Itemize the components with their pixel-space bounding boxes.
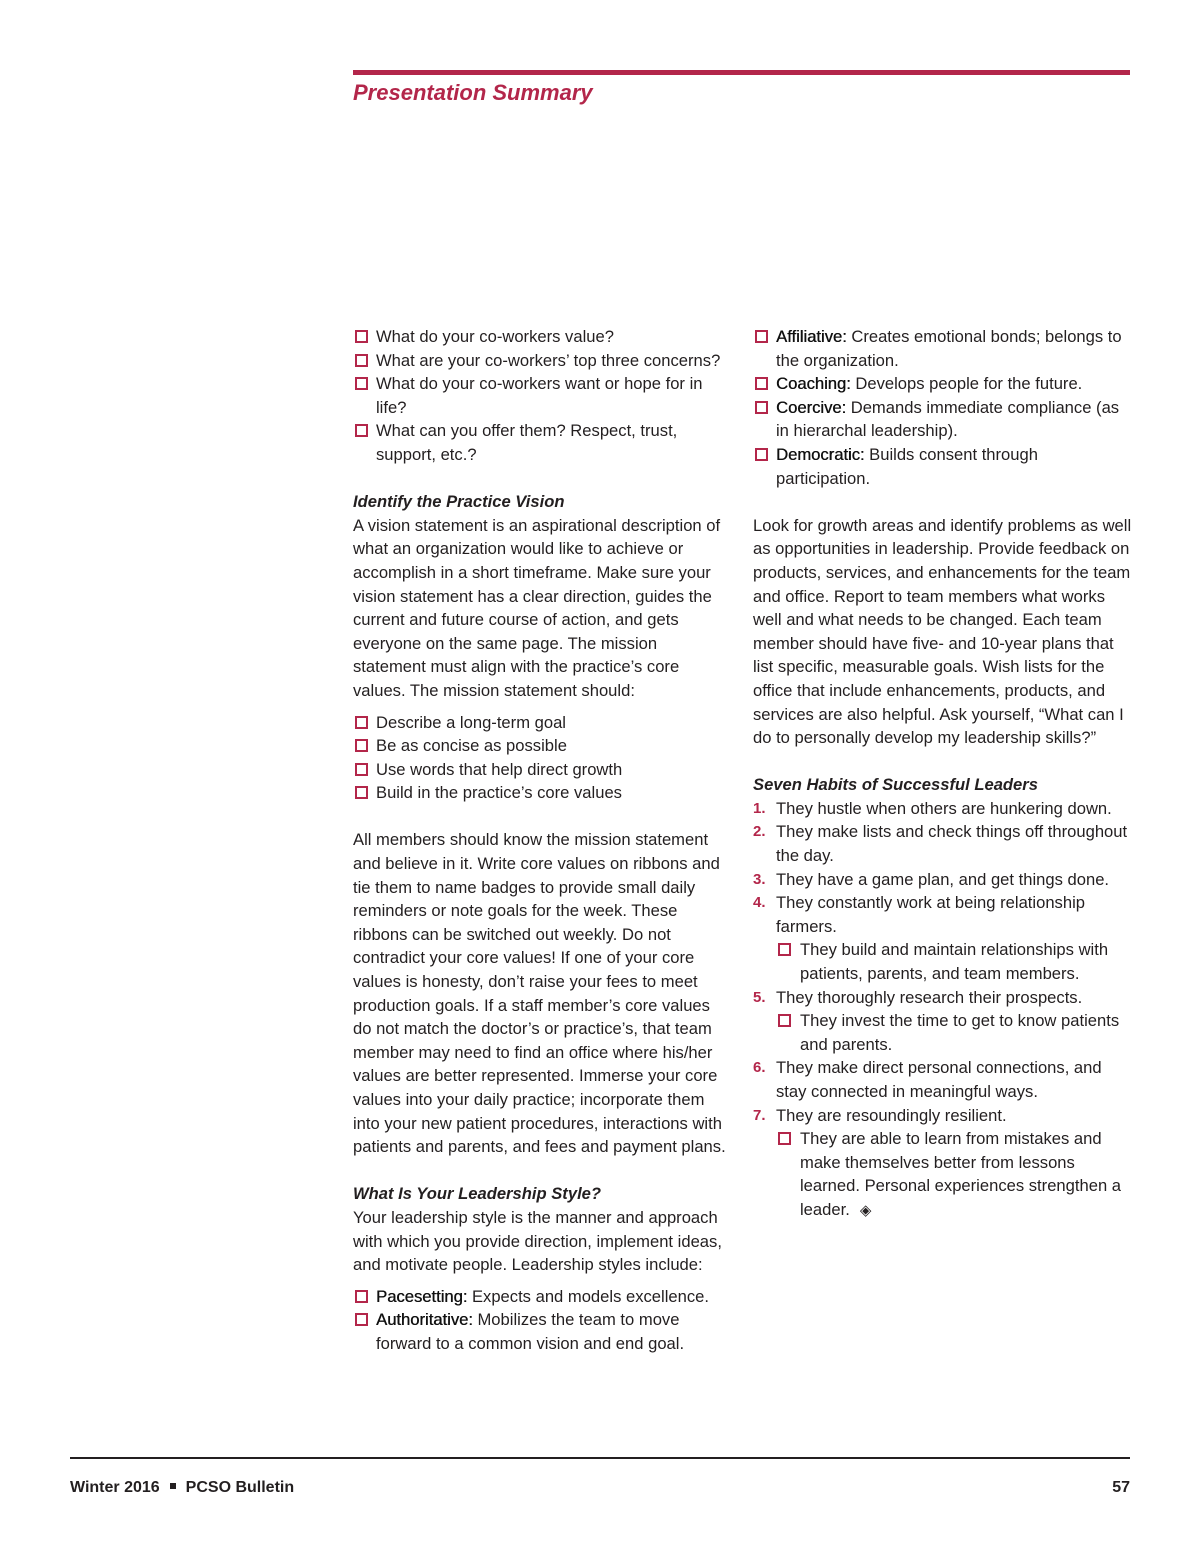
list-item: Be as concise as possible [353, 734, 731, 758]
checkbox-square-icon [755, 377, 768, 390]
list-item: Affiliative: Creates emotional bonds; belongs to the organization. [753, 325, 1133, 372]
top-rule [353, 70, 1130, 75]
list-item: 2. They make lists and check things off throughout the day. [753, 822, 1128, 866]
footer-publication: PCSO Bulletin [185, 1479, 295, 1496]
sub-list [776, 1009, 1133, 1056]
checkbox-square-icon [355, 763, 368, 776]
list-item: 4. They constantly work at being relationship farmers. They build and maintain relationships with patients, parents, and team members. [753, 891, 1133, 985]
page-title: Presentation Summary [353, 80, 593, 105]
bullet-separator-icon [170, 1483, 176, 1489]
checkbox-square-icon [355, 424, 368, 437]
list-item: 5. They thoroughly research their prospects. They invest the time to get to know patients and parents. [753, 986, 1133, 1057]
habits-list [753, 797, 1133, 1223]
list-item: 1. They hustle when others are hunkering down. [753, 798, 1112, 818]
footer-issue: Winter 2016 [70, 1479, 160, 1496]
list-item: Democratic: Builds consent through participation. [753, 443, 1133, 490]
checkbox-square-icon [355, 739, 368, 752]
checkbox-square-icon [755, 448, 768, 461]
question-list [353, 325, 731, 467]
style-paragraph: Your leadership style is the manner and approach with which you provide direction, implement ideas, and motivate people. Leadership styles include: [353, 1207, 722, 1275]
members-paragraph: All members should know the mission statement and believe in it. Write core values on ribbons and tie them to name badges to provide small daily reminders or note goals for the week. These ribbons can be switched out weekly. Do not contradict your core values! If one of your core values is honesty, don’t raise your fees to meet production goals. If a staff member’s core values do not match the doctor’s or practice’s, that team member may need to find an office where his/her values are better represented. Immerse your core values into your daily practice; incorporate them into your new patient procedures, interactions with patients and parents, and fees and payment plans. [353, 830, 726, 1157]
checkbox-square-icon [755, 401, 768, 414]
footer-issue-info [70, 1479, 294, 1497]
checkbox-square-icon [355, 716, 368, 729]
left-column [353, 325, 731, 1356]
checkbox-square-icon [355, 377, 368, 390]
list-item: Build in the practice’s core values [353, 781, 731, 805]
page-number: 57 [1112, 1479, 1130, 1496]
list-item: They are able to learn from mistakes and make themselves better from lessons learned. Personal experiences strengthen a leader. ◈ [776, 1127, 1133, 1222]
checkbox-square-icon [355, 354, 368, 367]
end-of-article-icon: ◈ [859, 1201, 872, 1219]
section-heading-leadership-style: What Is Your Leadership Style? [353, 1184, 602, 1204]
list-item: 3. They have a game plan, and get things done. [753, 869, 1110, 889]
list-item: Use words that help direct growth [353, 758, 731, 782]
list-item: What do your co-workers want or hope for in life? [353, 372, 731, 419]
section-heading-seven-habits: Seven Habits of Successful Leaders [753, 775, 1038, 795]
list-item: Coercive: Demands immediate compliance (as in hierarchal leadership). [753, 396, 1133, 443]
sub-list [776, 1127, 1133, 1222]
checkbox-square-icon [355, 1290, 368, 1303]
vision-paragraph: A vision statement is an aspirational description of what an organization would like to achieve or accomplish in a short timeframe. Make sure your vision statement has a clear direction, guides the current and future course of action, and gets everyone on the same page. The mission statement must align with the practice’s core values. The mission statement should: [353, 515, 721, 700]
list-item: Coaching: Develops people for the future. [753, 372, 1133, 396]
checkbox-square-icon [755, 330, 768, 343]
checkbox-square-icon [355, 786, 368, 799]
list-item: They invest the time to get to know patients and parents. [776, 1009, 1133, 1056]
list-item: What do your co-workers value? [353, 325, 731, 349]
right-column [753, 325, 1133, 1223]
growth-paragraph: Look for growth areas and identify problems as well as opportunities in leadership. Provide feedback on products, services, and enhancements for the team and office. Report to team members what works well and what needs to be changed. Each team member should have five- and 10-year plans that list specific, measurable goals. Wish lists for the office that include enhancements, products, and services are also helpful. Ask yourself, “What can I do to personally develop my leadership skills?” [753, 515, 1132, 748]
checkbox-square-icon [778, 1132, 791, 1145]
list-item: Authoritative: Mobilizes the team to move forward to a common vision and end goal. [353, 1308, 731, 1355]
list-item: 7. They are resoundingly resilient. They are able to learn from mistakes and make themselves better from lessons learned. Personal experiences strengthen a leader. ◈ [753, 1104, 1133, 1223]
style-list-right [753, 325, 1133, 490]
list-item: What are your co-workers’ top three concerns? [353, 349, 731, 373]
checkbox-square-icon [355, 1313, 368, 1326]
checkbox-square-icon [778, 943, 791, 956]
checkbox-square-icon [355, 330, 368, 343]
footer-rule [70, 1457, 1130, 1459]
list-item: Pacesetting: Expects and models excellence. [353, 1285, 731, 1309]
mission-list [353, 711, 731, 805]
sub-list [776, 938, 1133, 985]
style-list-left [353, 1285, 731, 1356]
section-heading-vision: Identify the Practice Vision [353, 492, 565, 512]
list-item: They build and maintain relationships with patients, parents, and team members. [776, 938, 1133, 985]
list-item: What can you offer them? Respect, trust, support, etc.? [353, 419, 731, 466]
checkbox-square-icon [778, 1014, 791, 1027]
list-item: Describe a long-term goal [353, 711, 731, 735]
list-item: 6. They make direct personal connections, and stay connected in meaningful ways. [753, 1058, 1102, 1101]
